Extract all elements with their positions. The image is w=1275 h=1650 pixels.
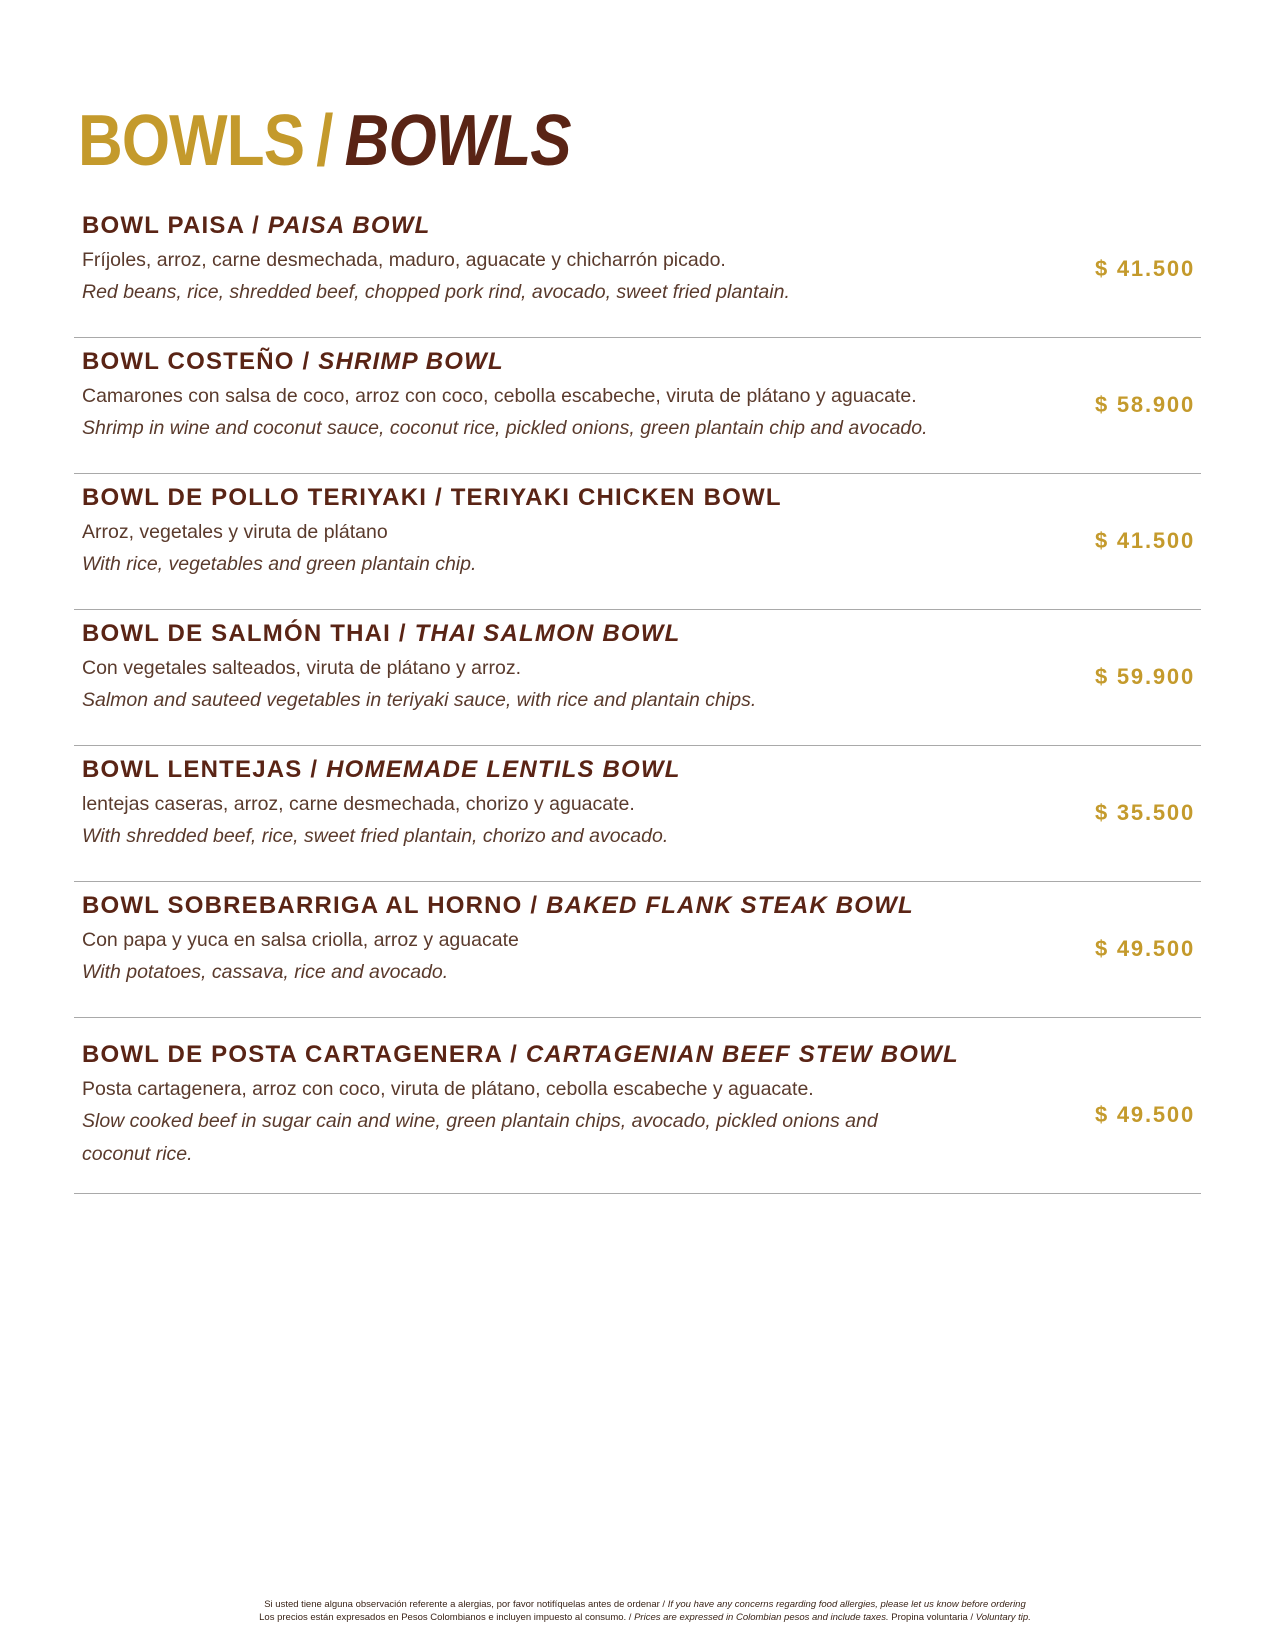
item-name-spanish: BOWL DE POLLO TERIYAKI / TERIYAKI CHICKEN BOWL bbox=[82, 484, 782, 511]
menu-item-flank-steak-bowl bbox=[74, 882, 1201, 1018]
item-name-english: HOMEMADE LENTILS BOWL bbox=[326, 756, 681, 783]
footer-price-note bbox=[155, 1611, 1135, 1624]
item-name-english: BAKED FLANK STEAK BOWL bbox=[546, 892, 914, 919]
item-price: $ 41.500 bbox=[1094, 527, 1195, 553]
item-description-spanish: Posta cartagenera, arroz con coco, viruta de plátano, cebolla escabeche y aguacate. bbox=[82, 1078, 814, 1100]
menu-item-shrimp-bowl bbox=[74, 338, 1201, 474]
item-name-spanish: BOWL SOBREBARRIGA AL HORNO / bbox=[82, 892, 539, 919]
footer-tip-spanish: Propina voluntaria / bbox=[891, 1612, 974, 1623]
title-spanish: BOWLS bbox=[78, 101, 305, 181]
page-title bbox=[78, 100, 571, 182]
menu-item-thai-salmon-bowl bbox=[74, 610, 1201, 746]
item-name bbox=[82, 211, 1193, 241]
item-description-english: Red beans, rice, shredded beef, chopped pork rind, avocado, sweet fried plantain. bbox=[82, 281, 790, 303]
item-name-english: CARTAGENIAN BEEF STEW BOWL bbox=[525, 1041, 959, 1068]
item-description-spanish: lentejas caseras, arroz, carne desmechada, chorizo y aguacate. bbox=[82, 793, 635, 815]
item-name-spanish: BOWL LENTEJAS / bbox=[82, 756, 319, 783]
footer-tip-english: Voluntary tip. bbox=[975, 1612, 1031, 1623]
title-english: BOWLS bbox=[344, 101, 571, 181]
item-description-english: Salmon and sauteed vegetables in teriyaki sauce, with rice and plantain chips. bbox=[82, 689, 757, 711]
item-name-english: SHRIMP BOWL bbox=[318, 348, 504, 375]
menu-item-paisa-bowl bbox=[74, 202, 1201, 338]
footer-price-spanish: Los precios están expresados en Pesos Colombianos e incluyen impuesto al consumo. / bbox=[259, 1612, 632, 1623]
item-name-spanish: BOWL COSTEÑO / bbox=[82, 348, 311, 375]
item-name bbox=[82, 619, 1193, 649]
item-description-english: With rice, vegetables and green plantain chip. bbox=[82, 553, 477, 575]
item-price: $ 58.900 bbox=[1094, 391, 1195, 417]
item-description-spanish: Camarones con salsa de coco, arroz con coco, cebolla escabeche, viruta de plátano y aguacate. bbox=[82, 385, 917, 407]
item-description-english: With potatoes, cassava, rice and avocado. bbox=[82, 961, 449, 983]
item-name bbox=[82, 347, 1193, 377]
item-price: $ 59.900 bbox=[1094, 663, 1195, 689]
item-name-english: PAISA BOWL bbox=[267, 212, 431, 239]
item-name-english: THAI SALMON BOWL bbox=[414, 620, 681, 647]
item-name bbox=[82, 755, 1193, 785]
item-name-spanish: BOWL DE SALMÓN THAI / bbox=[82, 620, 407, 647]
footer-price-english: Prices are expressed in Colombian pesos and include taxes. bbox=[634, 1612, 889, 1623]
footer-notes bbox=[155, 1598, 1135, 1624]
title-separator: / bbox=[316, 101, 333, 181]
menu-list bbox=[74, 202, 1201, 1194]
menu-item-teriyaki-chicken-bowl bbox=[74, 474, 1201, 610]
item-price: $ 35.500 bbox=[1094, 799, 1195, 825]
item-name bbox=[82, 1040, 1193, 1070]
item-price: $ 41.500 bbox=[1094, 255, 1195, 281]
item-name bbox=[82, 483, 1193, 513]
item-name-spanish: BOWL DE POSTA CARTAGENERA / bbox=[82, 1041, 518, 1068]
item-description-spanish: Fríjoles, arroz, carne desmechada, maduro, aguacate y chicharrón picado. bbox=[82, 249, 726, 271]
footer-allergy-spanish: Si usted tiene alguna observación referente a alergias, por favor notifíquelas antes de ordenar / bbox=[264, 1599, 666, 1610]
item-name bbox=[82, 891, 1193, 921]
item-description-spanish: Con papa y yuca en salsa criolla, arroz y aguacate bbox=[82, 929, 519, 951]
footer-allergy-english: If you have any concerns regarding food allergies, please let us know before ordering bbox=[667, 1599, 1026, 1610]
item-description-english: With shredded beef, rice, sweet fried plantain, chorizo and avocado. bbox=[82, 825, 669, 847]
item-description-english: Shrimp in wine and coconut sauce, coconut rice, pickled onions, green plantain chip and avocado. bbox=[82, 417, 928, 439]
item-price: $ 49.500 bbox=[1094, 935, 1195, 961]
item-name-spanish: BOWL PAISA / bbox=[82, 212, 260, 239]
item-description-spanish: Arroz, vegetales y viruta de plátano bbox=[82, 521, 388, 543]
item-price: $ 49.500 bbox=[1094, 1101, 1195, 1127]
footer-allergy-note bbox=[155, 1598, 1135, 1611]
menu-item-beef-stew-bowl bbox=[74, 1018, 1201, 1194]
menu-item-lentils-bowl bbox=[74, 746, 1201, 882]
item-description-spanish: Con vegetales salteados, viruta de plátano y arroz. bbox=[82, 657, 522, 679]
item-description-english: Slow cooked beef in sugar cain and wine, green plantain chips, avocado, pickled onions and coconut rice. bbox=[82, 1110, 878, 1165]
